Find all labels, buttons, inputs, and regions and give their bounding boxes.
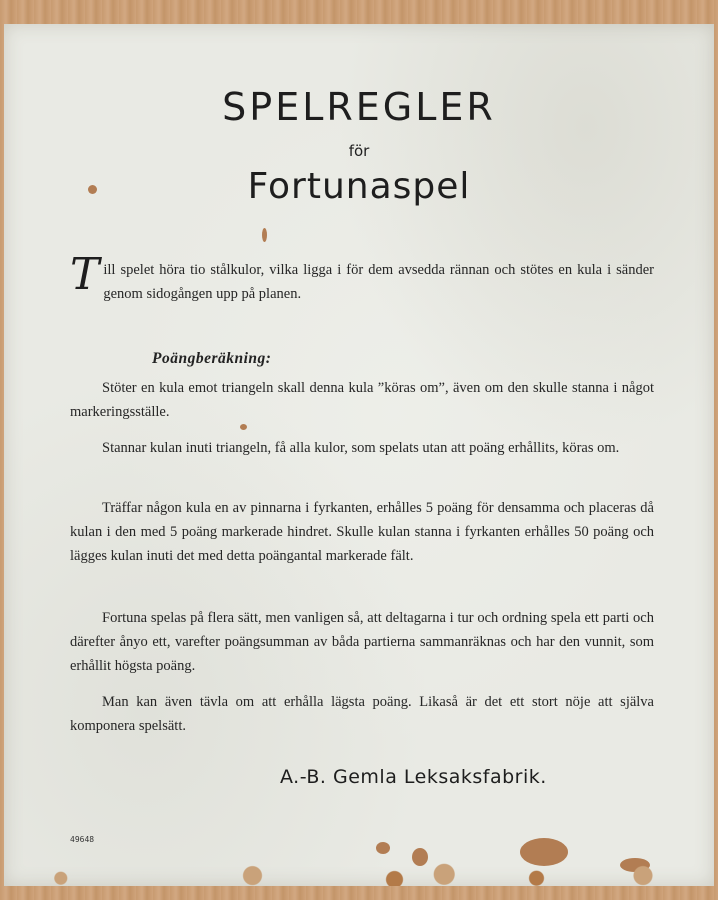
rule-paragraph-2: Stannar kulan inuti triangeln, få alla kulor, som spelats utan att poäng erhållits, köras om. bbox=[102, 440, 620, 456]
scoring-subheading: Poängberäkning: bbox=[152, 350, 272, 367]
rust-stain bbox=[262, 228, 267, 242]
drop-cap: T bbox=[70, 249, 100, 300]
intro-paragraph bbox=[70, 249, 654, 306]
manufacturer-signature: A.-B. Gemla Leksaksfabrik. bbox=[280, 766, 547, 788]
rule-paragraph-1: Stöter en kula emot triangeln skall denna kula ”köras om”, även om den skulle stanna i något markeringsställe. bbox=[70, 380, 654, 420]
rule-paragraph-5: Man kan även tävla om att erhålla lägsta poäng. Likaså är det ett stort nöje att själva komponera spelsätt. bbox=[70, 694, 654, 734]
print-code: 49648 bbox=[70, 835, 95, 844]
document-title: SPELREGLER bbox=[222, 85, 496, 129]
document-for-word: för bbox=[348, 142, 370, 160]
rust-stain bbox=[240, 424, 247, 430]
rust-stain bbox=[376, 842, 390, 854]
rule-paragraph-3: Träffar någon kula en av pinnarna i fyrkanten, erhålles 5 poäng för densamma och placeras då kulan i den med 5 poäng markerade hindret. Skulle kulan stanna i fyrkanten erhålles 50 poäng och lägges kulan inuti det med detta poängantal markerade fält. bbox=[70, 500, 654, 564]
torn-bottom-edge bbox=[4, 860, 714, 886]
game-title: Fortunaspel bbox=[247, 166, 471, 207]
rule-paragraph-4: Fortuna spelas på flera sätt, men vanligen så, att deltagarna i tur och ordning spela ett parti och därefter ånyo ett, varefter poängsumman av båda partierna sammanräknas och har den vunnit, som erhållit högsta poäng. bbox=[70, 610, 654, 674]
intro-text: ill spelet höra tio stålkulor, vilka ligga i för dem avsedda rännan och stötes en kula i sänder genom sidogången upp på planen. bbox=[103, 262, 654, 302]
rust-stain bbox=[88, 185, 97, 194]
